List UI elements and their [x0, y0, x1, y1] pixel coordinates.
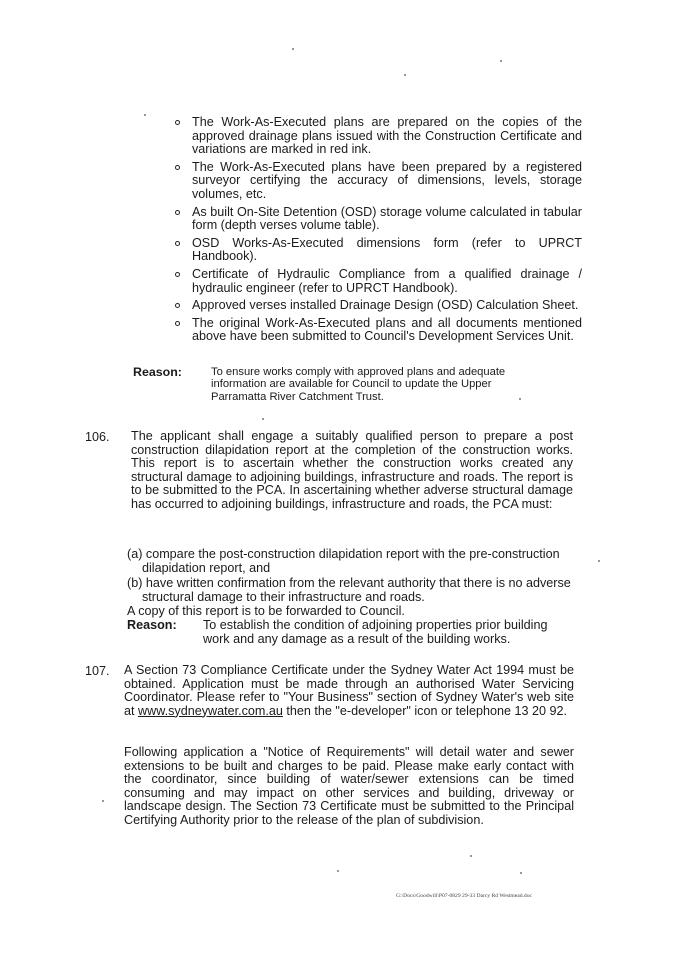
copy-note: A copy of this report is to be forwarded to Council. — [127, 604, 405, 618]
condition-107-paragraph-2: Following application a "Notice of Requirements" will detail water and sewer extensions to be built and charges to be paid. Please make early contact with the coordinator, since building of water/sewer extensions can be timed consuming and may impact on other services and building, driveway or landscape design. The Section 73 Certificate must be submitted to the Principal Certifying Authority prior to the release of the plan of subdivision. — [124, 745, 574, 827]
bullet-item: The original Work-As-Executed plans and all documents mentioned above have been submitted to Council's Development Services Unit. — [168, 317, 582, 344]
requirements-bullet-list — [168, 116, 582, 348]
bullet-item: OSD Works-As-Executed dimensions form (refer to UPRCT Handbook). — [168, 237, 582, 264]
scan-speck — [262, 418, 264, 420]
reason-label: Reason: — [127, 618, 177, 632]
scan-speck — [520, 872, 522, 874]
bullet-item: The Work-As-Executed plans have been prepared by a registered surveyor certifying the accuracy of dimensions, levels, storage volumes, etc. — [168, 161, 582, 202]
bullet-marker-icon — [175, 303, 180, 308]
bullet-marker-icon — [175, 321, 180, 326]
scan-speck — [404, 74, 406, 76]
condition-text-107: A Section 73 Compliance Certificate under the Sydney Water Act 1994 must be obtained. Application must be made through an authorised Water Servicing Coordinator. Please refer to "Your Business" section of Sydney Water's web site at www.sydneywater.com.au then the "e-developer" icon or telephone 13 20 92. — [124, 663, 574, 718]
bullet-marker-icon — [175, 272, 180, 277]
bullet-item: As built On-Site Detention (OSD) storage volume calculated in tabular form (depth verses volume table). — [168, 206, 582, 233]
bullet-item: The Work-As-Executed plans are prepared on the copies of the approved drainage plans issued with the Construction Certificate and variations are marked in red ink. — [168, 116, 582, 157]
scan-speck — [470, 855, 472, 857]
scan-speck — [500, 60, 502, 62]
scan-speck — [519, 398, 521, 400]
scan-speck — [102, 800, 104, 802]
condition-number-106: 106. — [85, 430, 110, 444]
scan-speck — [144, 114, 146, 116]
bullet-marker-icon — [175, 210, 180, 215]
condition-number-107: 107. — [85, 664, 110, 678]
file-path-footer: G:\Docs\Goodwill\P07-0829 29-33 Darcy Rd Westmead.doc — [396, 893, 533, 899]
condition-text-106: The applicant shall engage a suitably qualified person to prepare a post construction dilapidation report at the completion of the construction works. This report is to ascertain whether the construction works created any structural damage to adjoining buildings, infrastructure and roads. The report is to be submitted to the PCA. In ascertaining whether adverse structural damage has occurred to adjoining buildings, infrastructure and roads, the PCA must: — [131, 429, 573, 511]
reason-text: To ensure works comply with approved plans and adequate information are available for Council to update the Upper Parramatta River Catchment Trust. — [211, 366, 506, 403]
reason-text: To establish the condition of adjoining properties prior building work and any damage as a result of the building works. — [203, 618, 548, 646]
bullet-marker-icon — [175, 241, 180, 246]
scan-speck — [292, 48, 294, 50]
reason-label: Reason: — [133, 365, 182, 379]
bullet-marker-icon — [175, 165, 180, 170]
list-item: (a) compare the post-construction dilapidation report with the pre-construction dilapidation report, and — [127, 547, 560, 575]
scan-speck — [337, 870, 339, 872]
scan-speck — [598, 560, 600, 562]
condition-106-items — [127, 548, 575, 606]
bullet-item: Approved verses installed Drainage Design (OSD) Calculation Sheet. — [168, 299, 582, 313]
list-item: (b) have written confirmation from the relevant authority that there is no adverse structural damage to their infrastructure and roads. — [127, 576, 571, 604]
sydney-water-link[interactable]: www.sydneywater.com.au — [138, 703, 283, 718]
bullet-item: Certificate of Hydraulic Compliance from a qualified drainage / hydraulic engineer (refer to UPRCT Handbook). — [168, 268, 582, 295]
bullet-marker-icon — [175, 120, 180, 125]
